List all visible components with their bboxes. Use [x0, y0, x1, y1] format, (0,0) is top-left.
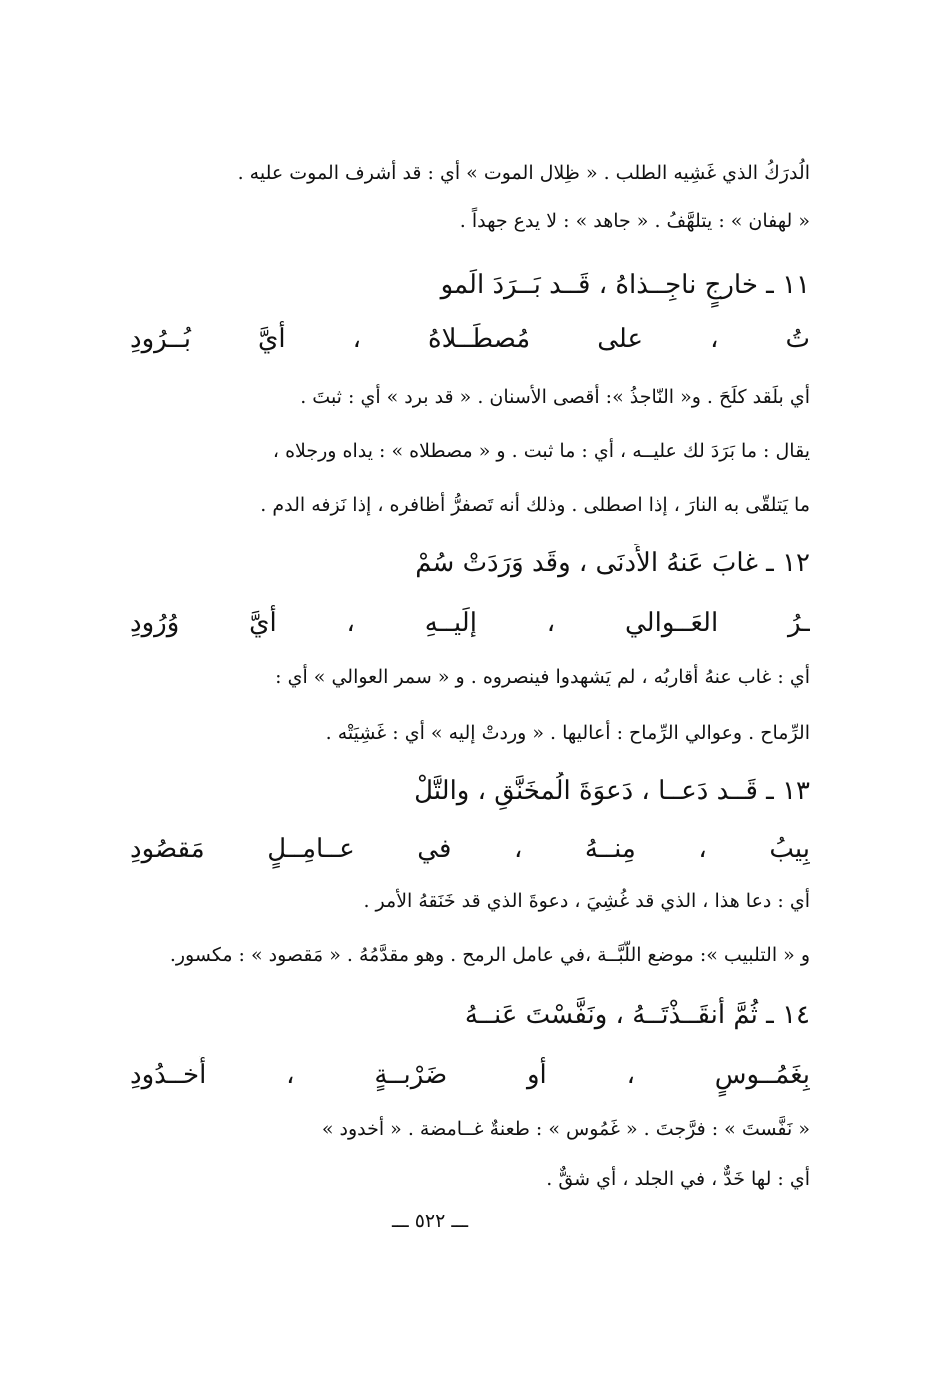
page-number: ـــ ٥٢٢ ـــ — [391, 1210, 469, 1232]
note-line-2: « لهفان » : يتلهَّفُ . « جاهد » : لا يدع جهداً . — [459, 210, 810, 232]
verse-11-second-hemistich: تُ ، على مُصطَــلاهُ ، أيَّ بُــرُودِ — [130, 324, 810, 354]
note-line-7: الرِّماح . وعوالي الرِّماح : أعاليها . « وردتْ إليه » أي : غَشِيَتْه . — [325, 722, 810, 744]
verse-12-first-hemistich: ١٢ ـ غابَ عَنهُ الأَدنَى ، وقَد وَرَدَتْ سُمْ — [415, 548, 810, 578]
note-line-9: و « التلبيب »: موضع اللَّبَّــة ،في عامل الرمح . وهو مقدَّمُهُ . « مَقصود » : مكسور. — [169, 944, 810, 966]
verse-12-second-hemistich: ـرُ العَــوالي ، إلَيــهِ ، أيَّ وُرُودِ — [130, 608, 810, 638]
note-line-8: أي : دعا هذا ، الذي قد غُشِيَ ، دعوةَ الذي قد خَنَقهُ الأمر . — [363, 890, 810, 912]
note-line-3: أي بلَقد كلَحَ . و« النّاجذُ »: أقصى الأسنان . « قد برد » أي : ثبتَ . — [300, 386, 810, 408]
verse-14-second-hemistich: بِغَمُــوسٍ ، أو ضَرْبــةٍ ، أُخــدُودِ — [130, 1060, 810, 1090]
note-line-11: أي : لها خَدٌّ ، في الجلد ، أي شقٌّ . — [546, 1168, 810, 1190]
note-line-1: الُدرَكُ الذي غَشِيه الطلب . « ظِلال الموت » أي : قد أشرف الموت عليه . — [237, 162, 810, 184]
note-line-6: أي : غاب عنهُ أقاربُه ، لم يَشهدوا فينصروه . و « سمر العوالي » أي : — [275, 666, 810, 688]
verse-14-first-hemistich: ١٤ ـ ثُمَّ أنقَــذْتَــهُ ، ونَفَّسْتَ عَنــهُ — [464, 1000, 810, 1030]
note-line-4: يقال : ما بَرَدَ لك عليــه ، أي : ما ثبت . و « مصطلاه » : يداه ورجلاه ، — [272, 440, 810, 462]
verse-11-first-hemistich: ١١ ـ خارجٍ ناجِــذاهُ ، قَــد بَــرَدَ الَمو — [440, 270, 810, 300]
note-line-10: « نَفَّستَ » : فرَّجتَ . « غَمُوس » : طعنةٌ غــامضة . « أخدود » — [321, 1118, 810, 1140]
verse-13-second-hemistich: بِيبُ ، مِنــهُ ، في عــامِــلٍ مَقصُودِ — [130, 834, 810, 864]
verse-13-first-hemistich: ١٣ ـ قَــد دَعــا ، دَعوَةَ الُمخَنَّقِ ، والتَّلْ — [414, 776, 810, 806]
note-line-5: ما يَتلقّى به النارَ ، إذا اصطلى . وذلك أنه تَصفرُّ أظافره ، إذا نَزفه الدم . — [260, 494, 810, 516]
